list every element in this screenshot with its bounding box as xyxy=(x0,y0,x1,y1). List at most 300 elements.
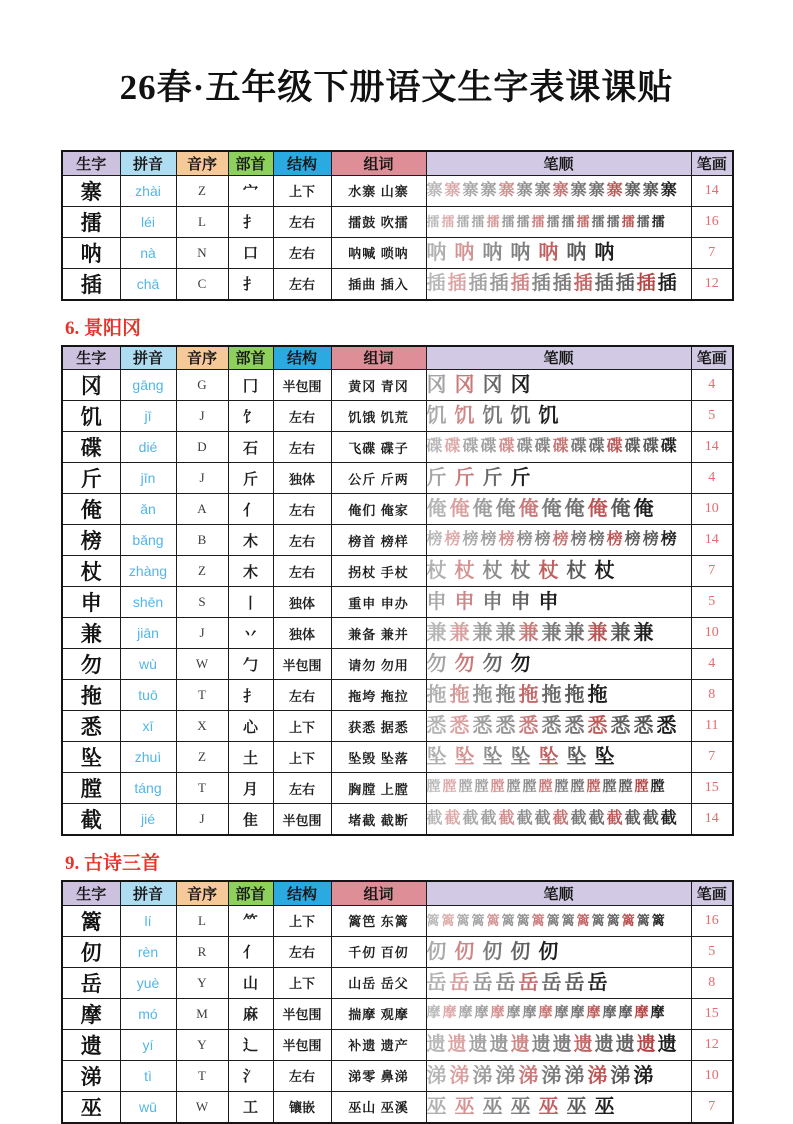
stroke-step: 擂 xyxy=(621,214,635,229)
cell-pinyin: dié xyxy=(120,432,176,463)
cell-bishun xyxy=(426,206,691,237)
cell-zuci: 拖垮 拖拉 xyxy=(331,680,426,711)
stroke-step: 膛 xyxy=(474,780,489,795)
stroke-step: 悉 xyxy=(518,715,539,737)
cell-jiegou: 半包围 xyxy=(273,998,331,1029)
cell-yinxu: T xyxy=(176,680,228,711)
stroke-step: 篱 xyxy=(636,913,650,928)
cell-pinyin: zhài xyxy=(120,175,176,206)
cell-jiegou: 镶嵌 xyxy=(273,1091,331,1123)
cell-bushou: 山 xyxy=(228,967,273,998)
stroke-step: 膛 xyxy=(442,780,457,795)
stroke-step: 摩 xyxy=(634,1005,649,1021)
cell-zuci: 请勿 勿用 xyxy=(331,649,426,680)
cell-bushou: 亻 xyxy=(228,494,273,525)
stroke-step: 涕 xyxy=(449,1064,470,1087)
cell-yinxu: J xyxy=(176,401,228,432)
stroke-step: 仞 xyxy=(426,940,447,963)
stroke-step: 篱 xyxy=(561,913,575,928)
cell-char: 杖 xyxy=(62,556,120,587)
cell-bishun xyxy=(426,773,691,804)
cell-zuci: 水寨 山寨 xyxy=(331,175,426,206)
stroke-order-strip xyxy=(427,561,691,581)
stroke-step: 斤 xyxy=(426,467,447,489)
cell-jiegou: 上下 xyxy=(273,711,331,742)
stroke-step: 兼 xyxy=(610,622,631,644)
stroke-step: 遗 xyxy=(594,1034,614,1055)
cell-pinyin: yí xyxy=(120,1029,176,1060)
stroke-step: 摩 xyxy=(522,1005,537,1021)
table-row xyxy=(62,525,733,556)
stroke-step: 插 xyxy=(594,273,614,294)
stroke-step: 碟 xyxy=(480,438,497,455)
stroke-step: 截 xyxy=(516,810,533,827)
stroke-step: 插 xyxy=(510,273,530,294)
cell-jiegou: 独体 xyxy=(273,618,331,649)
stroke-step: 涕 xyxy=(472,1064,493,1087)
table-row xyxy=(62,998,733,1029)
stroke-step: 摩 xyxy=(570,1005,585,1021)
cell-bushou: 麻 xyxy=(228,998,273,1029)
cell-jiegou: 左右 xyxy=(273,525,331,556)
cell-pinyin: bǎng xyxy=(120,525,176,556)
stroke-step: 巫 xyxy=(538,1095,559,1118)
cell-zuci: 补遗 遗产 xyxy=(331,1029,426,1060)
stroke-step: 遗 xyxy=(615,1034,635,1055)
stroke-step: 榜 xyxy=(588,531,605,548)
stroke-step: 插 xyxy=(489,273,509,294)
column-header-yinxu: 音序 xyxy=(176,346,228,370)
stroke-step: 截 xyxy=(534,810,551,827)
stroke-step: 擂 xyxy=(591,214,605,229)
cell-bihua: 10 xyxy=(691,618,733,649)
cell-zuci: 篱笆 东篱 xyxy=(331,905,426,936)
cell-jiegou: 半包围 xyxy=(273,1029,331,1060)
column-header-bihua: 笔画 xyxy=(691,881,733,905)
stroke-step: 摩 xyxy=(602,1005,617,1021)
stroke-step: 截 xyxy=(660,810,677,827)
stroke-step: 寨 xyxy=(606,181,623,199)
cell-bushou: 土 xyxy=(228,742,273,773)
cell-yinxu: J xyxy=(176,618,228,649)
stroke-step: 坠 xyxy=(482,746,503,768)
cell-pinyin: gāng xyxy=(120,370,176,401)
column-header-char: 生字 xyxy=(62,151,120,175)
cell-yinxu: S xyxy=(176,587,228,618)
stroke-step: 篱 xyxy=(501,913,515,928)
column-header-bushou: 部首 xyxy=(228,346,273,370)
column-header-pinyin: 拼音 xyxy=(120,151,176,175)
stroke-step: 涕 xyxy=(633,1064,654,1087)
cell-pinyin: yuè xyxy=(120,967,176,998)
stroke-step: 呐 xyxy=(594,241,615,264)
cell-yinxu: W xyxy=(176,649,228,680)
cell-pinyin: chā xyxy=(120,268,176,300)
stroke-step: 俺 xyxy=(541,498,562,520)
stroke-step: 仞 xyxy=(482,940,503,963)
stroke-step: 杖 xyxy=(510,560,531,582)
stroke-step: 杖 xyxy=(566,560,587,582)
cell-bishun xyxy=(426,742,691,773)
stroke-step: 冈 xyxy=(426,374,447,396)
cell-bushou: 工 xyxy=(228,1091,273,1123)
table-row xyxy=(62,1091,733,1123)
cell-bishun xyxy=(426,967,691,998)
stroke-step: 仞 xyxy=(510,940,531,963)
cell-char: 坠 xyxy=(62,742,120,773)
cell-yinxu: B xyxy=(176,525,228,556)
stroke-step: 冈 xyxy=(454,374,475,396)
cell-bishun xyxy=(426,905,691,936)
stroke-order-strip xyxy=(427,592,691,612)
stroke-step: 悉 xyxy=(633,715,654,737)
cell-bushou: 丨 xyxy=(228,587,273,618)
cell-jiegou: 左右 xyxy=(273,556,331,587)
stroke-step: 截 xyxy=(552,810,569,827)
cell-bishun xyxy=(426,711,691,742)
stroke-step: 兼 xyxy=(564,622,585,644)
cell-yinxu: X xyxy=(176,711,228,742)
cell-bihua: 11 xyxy=(691,711,733,742)
column-header-jiegou: 结构 xyxy=(273,151,331,175)
stroke-order-strip xyxy=(427,532,691,548)
stroke-order-strip xyxy=(427,914,691,927)
stroke-step: 悉 xyxy=(426,715,447,737)
cell-char: 仞 xyxy=(62,936,120,967)
cell-pinyin: léi xyxy=(120,206,176,237)
stroke-step: 岳 xyxy=(518,971,539,994)
stroke-step: 俺 xyxy=(518,498,539,520)
stroke-step: 寨 xyxy=(642,181,659,199)
stroke-step: 篱 xyxy=(576,913,590,928)
stroke-step: 榜 xyxy=(570,531,587,548)
cell-bihua: 5 xyxy=(691,401,733,432)
cell-yinxu: W xyxy=(176,1091,228,1123)
cell-yinxu: Y xyxy=(176,967,228,998)
stroke-step: 饥 xyxy=(538,405,559,427)
table-row xyxy=(62,711,733,742)
cell-bushou: 氵 xyxy=(228,1060,273,1091)
stroke-step: 拖 xyxy=(495,684,516,706)
stroke-step: 俺 xyxy=(564,498,585,520)
stroke-step: 悉 xyxy=(541,715,562,737)
stroke-step: 兼 xyxy=(518,622,539,644)
cell-jiegou: 独体 xyxy=(273,463,331,494)
stroke-step: 截 xyxy=(444,810,461,827)
cell-bishun xyxy=(426,1091,691,1123)
stroke-step: 擂 xyxy=(561,214,575,229)
table-row xyxy=(62,494,733,525)
stroke-step: 俺 xyxy=(587,498,608,520)
cell-bushou: 扌 xyxy=(228,206,273,237)
cell-zuci: 飞碟 碟子 xyxy=(331,432,426,463)
stroke-step: 榜 xyxy=(516,531,533,548)
cell-char: 截 xyxy=(62,804,120,836)
stroke-step: 寨 xyxy=(624,181,641,199)
stroke-step: 寨 xyxy=(480,181,497,199)
cell-bushou: 月 xyxy=(228,773,273,804)
stroke-step: 碟 xyxy=(462,438,479,455)
cell-jiegou: 独体 xyxy=(273,587,331,618)
stroke-step: 膛 xyxy=(618,780,633,795)
cell-yinxu: Y xyxy=(176,1029,228,1060)
table-row xyxy=(62,587,733,618)
table-row xyxy=(62,742,733,773)
cell-zuci: 插曲 插入 xyxy=(331,268,426,300)
stroke-step: 擂 xyxy=(576,214,590,229)
stroke-step: 篱 xyxy=(651,913,665,928)
cell-bihua: 4 xyxy=(691,649,733,680)
stroke-step: 呐 xyxy=(566,241,587,264)
stroke-step: 摩 xyxy=(426,1005,441,1021)
stroke-step: 截 xyxy=(498,810,515,827)
cell-bihua: 14 xyxy=(691,525,733,556)
header-row xyxy=(62,151,733,175)
stroke-step: 悉 xyxy=(495,715,516,737)
cell-pinyin: jié xyxy=(120,804,176,836)
cell-pinyin: táng xyxy=(120,773,176,804)
column-header-zuci: 组词 xyxy=(331,881,426,905)
stroke-step: 俺 xyxy=(426,498,447,520)
stroke-step: 呐 xyxy=(510,241,531,264)
stroke-step: 拖 xyxy=(449,684,470,706)
stroke-step: 摩 xyxy=(490,1005,505,1021)
stroke-step: 碟 xyxy=(552,438,569,455)
cell-bihua: 8 xyxy=(691,680,733,711)
stroke-step: 杖 xyxy=(482,560,503,582)
cell-bihua: 7 xyxy=(691,556,733,587)
cell-jiegou: 左右 xyxy=(273,268,331,300)
stroke-step: 榜 xyxy=(552,531,569,548)
header-row xyxy=(62,881,733,905)
stroke-step: 俺 xyxy=(495,498,516,520)
stroke-order-strip xyxy=(427,499,691,519)
stroke-step: 寨 xyxy=(462,181,479,199)
stroke-step: 岳 xyxy=(472,971,493,994)
stroke-step: 遗 xyxy=(468,1034,488,1055)
column-header-yinxu: 音序 xyxy=(176,881,228,905)
cell-pinyin: jiān xyxy=(120,618,176,649)
column-header-zuci: 组词 xyxy=(331,151,426,175)
cell-yinxu: Z xyxy=(176,742,228,773)
table-row xyxy=(62,556,733,587)
table-row xyxy=(62,1029,733,1060)
stroke-step: 勿 xyxy=(510,653,531,675)
stroke-step: 插 xyxy=(531,273,551,294)
stroke-step: 截 xyxy=(642,810,659,827)
stroke-order-strip xyxy=(427,654,691,674)
stroke-step: 碟 xyxy=(570,438,587,455)
stroke-step: 坠 xyxy=(538,746,559,768)
stroke-step: 摩 xyxy=(474,1005,489,1021)
cell-pinyin: tuō xyxy=(120,680,176,711)
cell-char: 拖 xyxy=(62,680,120,711)
cell-jiegou: 上下 xyxy=(273,175,331,206)
stroke-step: 篱 xyxy=(441,913,455,928)
cell-pinyin: jī xyxy=(120,401,176,432)
stroke-step: 仞 xyxy=(454,940,475,963)
stroke-order-strip xyxy=(427,274,691,293)
cell-char: 膛 xyxy=(62,773,120,804)
stroke-step: 遗 xyxy=(489,1034,509,1055)
stroke-step: 悉 xyxy=(656,715,677,737)
stroke-step: 悉 xyxy=(587,715,608,737)
cell-yinxu: C xyxy=(176,268,228,300)
stroke-step: 擂 xyxy=(501,214,515,229)
stroke-step: 榜 xyxy=(660,531,677,548)
stroke-step: 寨 xyxy=(426,181,443,199)
cell-bushou: 勹 xyxy=(228,649,273,680)
stroke-step: 篱 xyxy=(531,913,545,928)
cell-char: 饥 xyxy=(62,401,120,432)
cell-char: 悉 xyxy=(62,711,120,742)
stroke-step: 呐 xyxy=(426,241,447,264)
stroke-step: 寨 xyxy=(552,181,569,199)
stroke-step: 寨 xyxy=(444,181,461,199)
cell-pinyin: wù xyxy=(120,649,176,680)
stroke-step: 膛 xyxy=(634,780,649,795)
stroke-order-strip xyxy=(427,1066,691,1086)
header-row xyxy=(62,346,733,370)
cell-yinxu: T xyxy=(176,773,228,804)
cell-pinyin: wū xyxy=(120,1091,176,1123)
stroke-step: 饥 xyxy=(454,405,475,427)
stroke-step: 遗 xyxy=(636,1034,656,1055)
cell-char: 勿 xyxy=(62,649,120,680)
stroke-step: 兼 xyxy=(587,622,608,644)
stroke-step: 坠 xyxy=(510,746,531,768)
stroke-step: 截 xyxy=(588,810,605,827)
cell-zuci: 拐杖 手杖 xyxy=(331,556,426,587)
stroke-step: 碟 xyxy=(642,438,659,455)
cell-yinxu: A xyxy=(176,494,228,525)
cell-bishun xyxy=(426,587,691,618)
cell-bihua: 14 xyxy=(691,175,733,206)
cell-bushou: 亻 xyxy=(228,936,273,967)
cell-zuci: 俺们 俺家 xyxy=(331,494,426,525)
vocab-table xyxy=(61,880,734,1124)
stroke-step: 呐 xyxy=(538,241,559,264)
stroke-step: 碟 xyxy=(498,438,515,455)
cell-zuci: 坠毁 坠落 xyxy=(331,742,426,773)
stroke-step: 插 xyxy=(657,273,677,294)
cell-zuci: 饥饿 饥荒 xyxy=(331,401,426,432)
cell-yinxu: G xyxy=(176,370,228,401)
cell-bushou: 隹 xyxy=(228,804,273,836)
stroke-step: 申 xyxy=(482,591,503,613)
stroke-step: 截 xyxy=(480,810,497,827)
stroke-step: 俺 xyxy=(472,498,493,520)
cell-bushou: 饣 xyxy=(228,401,273,432)
cell-bishun xyxy=(426,936,691,967)
stroke-step: 寨 xyxy=(534,181,551,199)
stroke-step: 坠 xyxy=(566,746,587,768)
stroke-step: 碟 xyxy=(588,438,605,455)
stroke-step: 勿 xyxy=(482,653,503,675)
stroke-step: 擂 xyxy=(531,214,545,229)
stroke-step: 饥 xyxy=(510,405,531,427)
cell-char: 呐 xyxy=(62,237,120,268)
cell-bushou: 冂 xyxy=(228,370,273,401)
stroke-step: 悉 xyxy=(564,715,585,737)
cell-char: 摩 xyxy=(62,998,120,1029)
stroke-step: 拖 xyxy=(541,684,562,706)
table-row xyxy=(62,401,733,432)
stroke-step: 插 xyxy=(447,273,467,294)
column-header-bihua: 笔画 xyxy=(691,346,733,370)
stroke-step: 勿 xyxy=(426,653,447,675)
stroke-step: 拖 xyxy=(426,684,447,706)
cell-char: 涕 xyxy=(62,1060,120,1091)
cell-yinxu: R xyxy=(176,936,228,967)
stroke-step: 遗 xyxy=(573,1034,593,1055)
stroke-order-strip xyxy=(427,623,691,643)
stroke-step: 寨 xyxy=(498,181,515,199)
stroke-step: 岳 xyxy=(541,971,562,994)
cell-jiegou: 半包围 xyxy=(273,804,331,836)
stroke-step: 膛 xyxy=(602,780,617,795)
stroke-step: 篱 xyxy=(606,913,620,928)
cell-bushou: 石 xyxy=(228,432,273,463)
cell-bushou: 扌 xyxy=(228,268,273,300)
cell-zuci: 千仞 百仞 xyxy=(331,936,426,967)
cell-char: 碟 xyxy=(62,432,120,463)
stroke-step: 擂 xyxy=(486,214,500,229)
stroke-order-strip xyxy=(427,183,691,199)
stroke-step: 榜 xyxy=(480,531,497,548)
cell-yinxu: T xyxy=(176,1060,228,1091)
stroke-step: 擂 xyxy=(651,214,665,229)
table-row xyxy=(62,463,733,494)
stroke-step: 岳 xyxy=(587,971,608,994)
vocab-table xyxy=(61,150,734,301)
cell-bishun xyxy=(426,175,691,206)
stroke-step: 涕 xyxy=(518,1064,539,1087)
stroke-step: 兼 xyxy=(449,622,470,644)
column-header-yinxu: 音序 xyxy=(176,151,228,175)
stroke-step: 悉 xyxy=(610,715,631,737)
stroke-step: 申 xyxy=(454,591,475,613)
cell-bihua: 7 xyxy=(691,742,733,773)
table-row xyxy=(62,268,733,300)
page-title: 26春·五年级下册语文生字表课课贴 xyxy=(119,68,674,107)
cell-zuci: 公斤 斤两 xyxy=(331,463,426,494)
stroke-step: 擂 xyxy=(606,214,620,229)
cell-char: 申 xyxy=(62,587,120,618)
table-row xyxy=(62,618,733,649)
stroke-step: 插 xyxy=(468,273,488,294)
column-header-bishun: 笔顺 xyxy=(426,151,691,175)
stroke-step: 摩 xyxy=(442,1005,457,1021)
stroke-step: 膛 xyxy=(506,780,521,795)
cell-bishun xyxy=(426,494,691,525)
cell-zuci: 擂鼓 吹擂 xyxy=(331,206,426,237)
cell-bihua: 7 xyxy=(691,1091,733,1123)
stroke-step: 榜 xyxy=(462,531,479,548)
stroke-step: 岳 xyxy=(449,971,470,994)
stroke-step: 仞 xyxy=(538,940,559,963)
column-header-char: 生字 xyxy=(62,881,120,905)
stroke-step: 饥 xyxy=(426,405,447,427)
table-row xyxy=(62,680,733,711)
stroke-step: 插 xyxy=(426,273,446,294)
cell-bushou: 丷 xyxy=(228,618,273,649)
stroke-step: 膛 xyxy=(426,780,441,795)
stroke-step: 杖 xyxy=(538,560,559,582)
stroke-step: 碟 xyxy=(606,438,623,455)
cell-pinyin: nà xyxy=(120,237,176,268)
cell-bishun xyxy=(426,463,691,494)
